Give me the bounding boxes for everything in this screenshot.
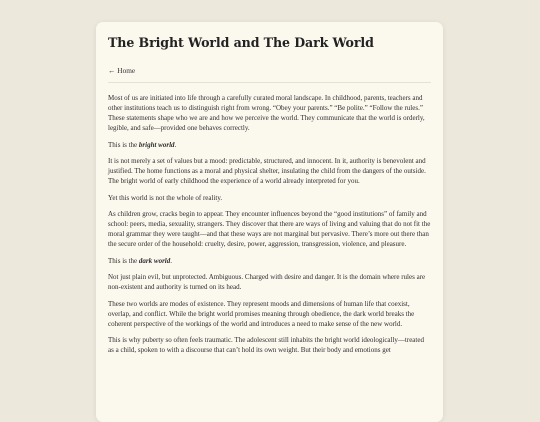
emphasis-dark-world: dark world <box>138 256 171 265</box>
left-arrow-icon: ← <box>108 66 116 75</box>
paragraph <box>108 140 431 150</box>
paragraph-text: This is the <box>108 256 139 265</box>
paragraph: As children grow, cracks begin to appear. They encounter influences beyond the “good institutions” of family and school: peers, media, sexuality, strangers. They discover that there are ways of living and valuing that do not fit the moral grammar they were taught—and that these ways are not marginal but pervasive. There’s more out there than the secure order of the household: cruelty, desire, power, aggression, transgression, violence, and pleasure. <box>108 210 431 249</box>
paragraph: These two worlds are modes of existence. They represent moods and dimensions of human life that coexist, overlap, and conflict. While the bright world promises meaning through obedience, the dark world breaks the coherent perspective of the workings of the world and introduces a need to make sense of the new world. <box>108 299 415 328</box>
paragraph-text: . <box>170 256 172 265</box>
paragraph: It is not merely a set of values but a mood: predictable, structured, and innocent. In it, authority is benevolent and justified. The home functions as a moral and physical shelter, insulating the child from the dangers of the outside. The bright world of early childhood the experience of a world already interpreted for you. <box>108 157 426 186</box>
paragraph <box>108 256 431 266</box>
paragraph-text: . <box>174 140 177 149</box>
article-body <box>108 93 431 355</box>
home-link-label: Home <box>117 66 136 75</box>
paragraph-text: This is the <box>108 140 139 149</box>
page-title: The Bright World and The Dark World <box>108 35 374 50</box>
paragraph: Most of us are initiated into life through a carefully curated moral landscape. In childhood, parents, teachers and other institutions teach us to distinguish right from wrong. “Obey your parents.” “Be polite.” “Follow the rules.” These statements shape who we are and how we perceive the world. They communicate that the world is orderly, legible, and safe—provided one behaves correctly. <box>108 94 425 133</box>
paragraph: Not just plain evil, but unprotected. Ambiguous. Charged with desire and danger. It is the domain where rules are non-existent and authority is turned on its head. <box>108 273 426 292</box>
divider <box>108 82 431 83</box>
emphasis-bright-world: bright world <box>138 140 175 149</box>
article-card <box>96 22 443 422</box>
home-link[interactable] <box>108 66 135 76</box>
paragraph: Yet this world is not the whole of reality. <box>108 193 223 202</box>
paragraph: This is why puberty so often feels traumatic. The adolescent still inhabits the bright world ideologically—treated as a child, spoken to with a discourse that can’t hold its own weight. But their body and emotions get <box>108 336 424 355</box>
